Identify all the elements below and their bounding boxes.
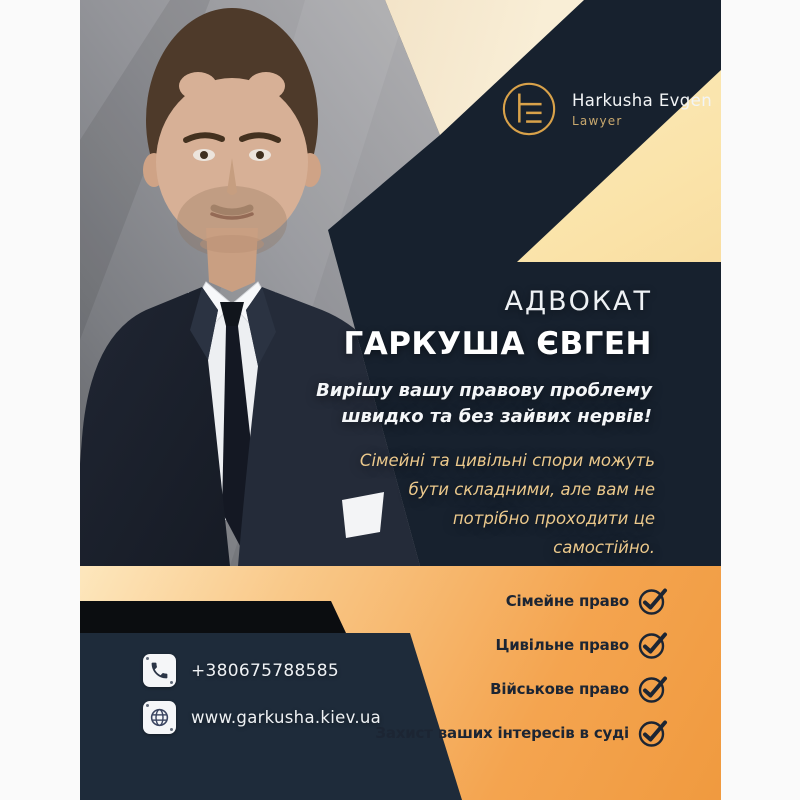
check-circle-icon (638, 674, 668, 704)
service-label: Цивільне право (495, 636, 629, 654)
pitch-line-1: Сімейні та цивільні спори можуть (359, 451, 655, 470)
phone-icon-tile (143, 654, 176, 687)
service-row-family-law (375, 579, 668, 623)
brand-name: Harkusha Evgen (572, 90, 713, 110)
pitch-line-3: потрібно проходити це (452, 509, 655, 528)
check-circle-icon (638, 630, 668, 660)
service-label: Військове право (490, 680, 629, 698)
lawyer-ad-poster (80, 0, 721, 800)
check-circle-icon (638, 586, 668, 616)
globe-icon (149, 707, 170, 728)
logo-monogram-icon (500, 80, 558, 138)
brand-text (572, 91, 712, 128)
lawyer-name-title: ГАРКУША ЄВГЕН (343, 326, 652, 362)
phone-icon (149, 660, 170, 681)
slogan-line-1: Вирішу вашу правову проблему (316, 380, 652, 401)
service-label: Захист ваших інтересів в суді (375, 724, 629, 742)
contact-block (143, 654, 381, 748)
tile-corner-dot (170, 681, 173, 684)
phone-number: +380675788585 (191, 660, 339, 681)
globe-icon-tile (143, 701, 176, 734)
headline-block (316, 286, 652, 430)
website-row (143, 701, 381, 734)
service-row-civil-law (375, 623, 668, 667)
brand-logo-block (500, 80, 712, 138)
kicker-title: АДВОКАТ (504, 286, 652, 317)
slogan-line-2: швидко та без зайвих нервів! (341, 406, 652, 427)
tile-corner-dot (170, 728, 173, 731)
pitch-paragraph (360, 446, 655, 562)
brand-role: Lawyer (572, 113, 623, 128)
service-label: Сімейне право (505, 592, 629, 610)
slogan (316, 378, 652, 430)
service-row-court-defense (375, 711, 668, 755)
website-url: www.garkusha.kiev.ua (191, 708, 382, 727)
services-checklist (375, 579, 668, 755)
service-row-military-law (375, 667, 668, 711)
pitch-line-4: самостійно. (553, 538, 655, 557)
phone-row (143, 654, 381, 687)
tile-corner-dot (146, 704, 149, 707)
tile-corner-dot (146, 657, 149, 660)
check-circle-icon (638, 718, 668, 748)
pitch-line-2: бути складними, але вам не (408, 480, 655, 499)
